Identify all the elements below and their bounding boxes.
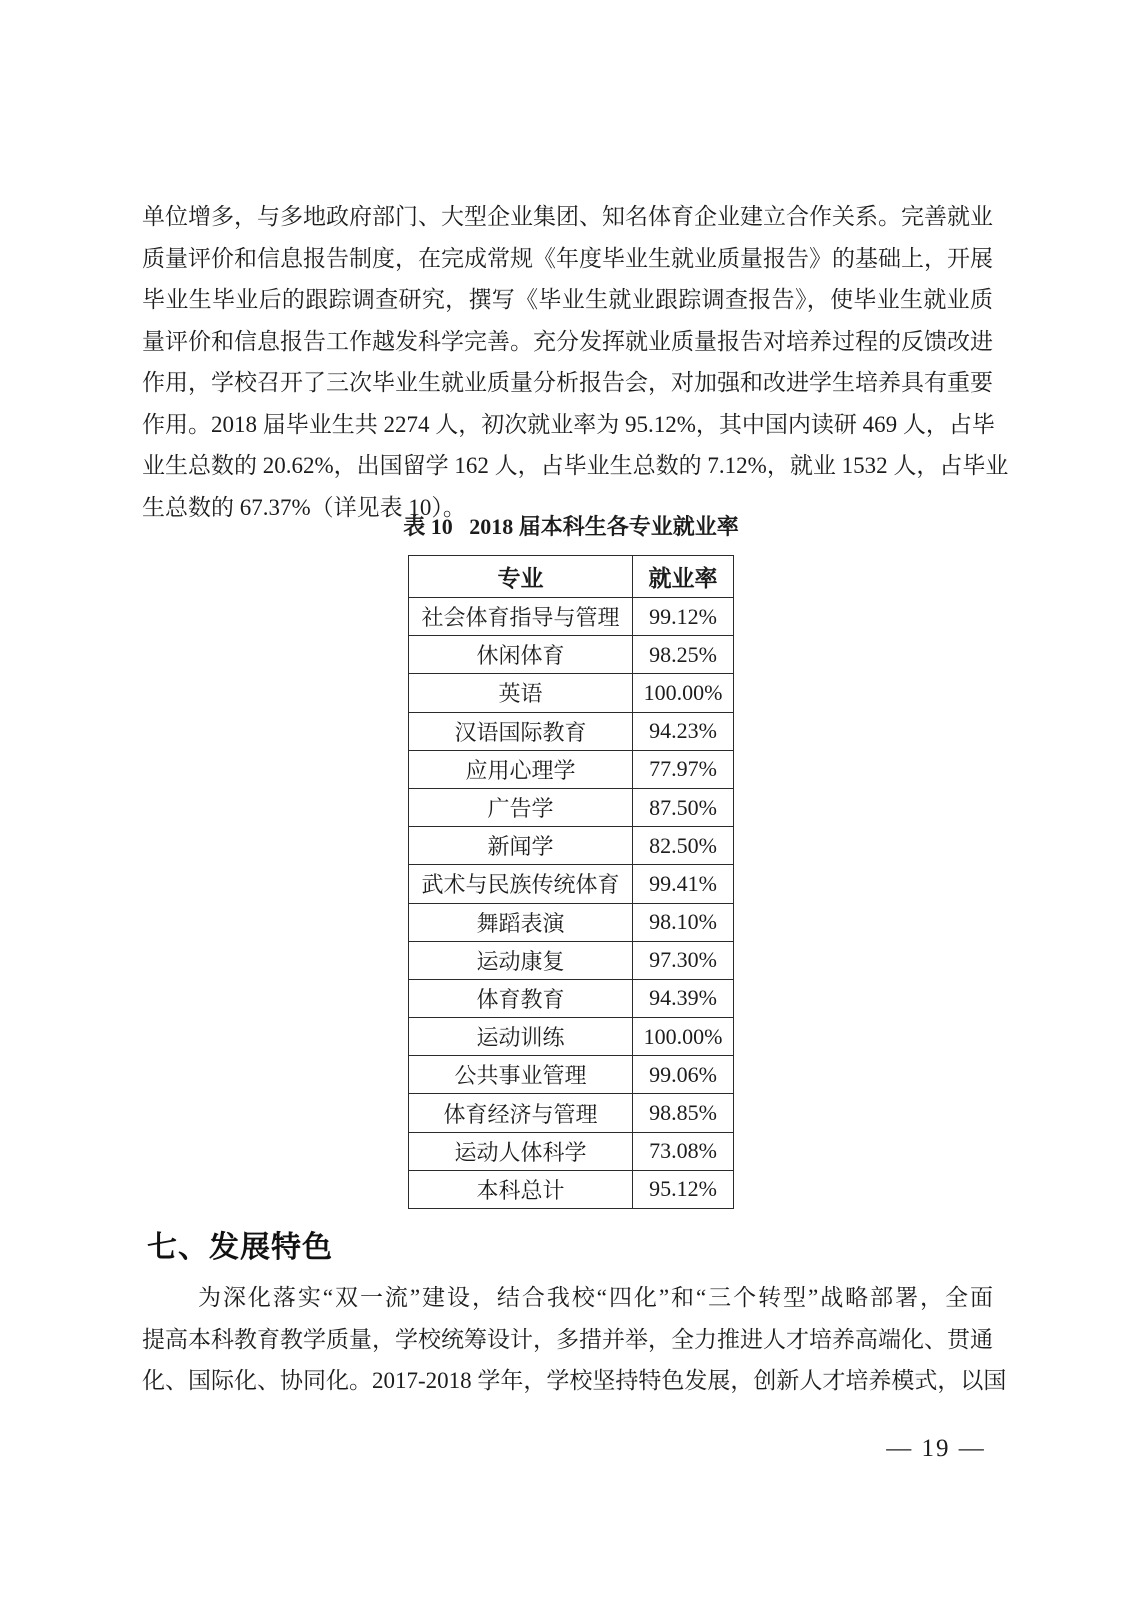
- rate-cell: 100.00%: [633, 674, 734, 712]
- major-cell: 体育教育: [409, 979, 633, 1017]
- rate-cell: 99.41%: [633, 865, 734, 903]
- table-row: [409, 979, 734, 1017]
- paragraph-line: 作用。2018 届毕业生共 2274 人，初次就业率为 95.12%，其中国内读研 469 人，占毕: [142, 411, 995, 437]
- rate-cell: 99.06%: [633, 1056, 734, 1094]
- table-row: [409, 865, 734, 903]
- table-row: [409, 598, 734, 636]
- table-caption: 表 10 2018 届本科生各专业就业率: [403, 514, 739, 539]
- major-cell: 英语: [409, 674, 633, 712]
- table-row: [409, 674, 734, 712]
- major-cell: 汉语国际教育: [409, 712, 633, 750]
- rate-cell: 98.85%: [633, 1094, 734, 1132]
- rate-cell: 98.25%: [633, 636, 734, 674]
- paragraph-line: 化、国际化、协同化。2017-2018 学年，学校坚持特色发展，创新人才培养模式，以国: [142, 1368, 1007, 1393]
- paragraph-line: 生总数的 67.37%（详见表 10）。: [142, 494, 466, 520]
- column-header-major: 专业: [409, 556, 633, 598]
- rate-cell: 98.10%: [633, 903, 734, 941]
- major-cell: 体育经济与管理: [409, 1094, 633, 1132]
- table-row: [409, 1056, 734, 1094]
- rate-cell: 94.39%: [633, 979, 734, 1017]
- major-cell: 休闲体育: [409, 636, 633, 674]
- rate-cell: 100.00%: [633, 1018, 734, 1056]
- table-row: [409, 712, 734, 750]
- rate-cell: 82.50%: [633, 827, 734, 865]
- rate-cell: 95.12%: [633, 1170, 734, 1208]
- rate-cell: 97.30%: [633, 941, 734, 979]
- major-cell: 广告学: [409, 788, 633, 826]
- major-cell: 舞蹈表演: [409, 903, 633, 941]
- paragraph-line: 量评价和信息报告工作越发科学完善。充分发挥就业质量报告对培养过程的反馈改进: [142, 328, 993, 354]
- page-number: — 19 —: [886, 1435, 986, 1462]
- rate-cell: 73.08%: [633, 1132, 734, 1170]
- paragraph-line: 单位增多，与多地政府部门、大型企业集团、知名体育企业建立合作关系。完善就业: [142, 204, 993, 229]
- major-cell: 运动训练: [409, 1018, 633, 1056]
- major-cell: 新闻学: [409, 827, 633, 865]
- rate-cell: 99.12%: [633, 598, 734, 636]
- paragraph-line: 为深化落实“双一流”建设，结合我校“四化”和“三个转型”战略部署，全面: [198, 1285, 993, 1310]
- major-cell: 本科总计: [409, 1170, 633, 1208]
- rate-cell: 94.23%: [633, 712, 734, 750]
- major-cell: 应用心理学: [409, 750, 633, 788]
- major-cell: 运动人体科学: [409, 1132, 633, 1170]
- section-heading-development-features: 七、发展特色: [147, 1230, 333, 1265]
- table-header-row: [409, 556, 734, 598]
- table-row: [409, 1018, 734, 1056]
- table-row: [409, 903, 734, 941]
- table-row: [409, 827, 734, 865]
- column-header-rate: 就业率: [633, 556, 734, 598]
- major-cell: 社会体育指导与管理: [409, 598, 633, 636]
- rate-cell: 87.50%: [633, 788, 734, 826]
- paragraph-development: [142, 1277, 1007, 1402]
- paragraph-line: 质量评价和信息报告制度，在完成常规《年度毕业生就业质量报告》的基础上，开展: [142, 245, 993, 271]
- table-row: [409, 1132, 734, 1170]
- major-cell: 运动康复: [409, 941, 633, 979]
- table-row: [409, 636, 734, 674]
- paragraph-line: 毕业生毕业后的跟踪调查研究，撰写《毕业生就业跟踪调查报告》，使毕业生就业质: [142, 287, 993, 312]
- employment-rate-table: [408, 555, 734, 1209]
- table-row: [409, 1094, 734, 1132]
- table-row: [409, 941, 734, 979]
- major-cell: 武术与民族传统体育: [409, 865, 633, 903]
- major-cell: 公共事业管理: [409, 1056, 633, 1094]
- table-row: [409, 788, 734, 826]
- paragraph-employment-quality: [142, 196, 1009, 528]
- table-row: [409, 1170, 734, 1208]
- paragraph-line: 作用，学校召开了三次毕业生就业质量分析报告会，对加强和改进学生培养具有重要: [142, 370, 993, 395]
- rate-cell: 77.97%: [633, 750, 734, 788]
- table-row: [409, 750, 734, 788]
- paragraph-line: 业生总数的 20.62%，出国留学 162 人，占毕业生总数的 7.12%，就业 1532 人，占毕业: [142, 453, 1009, 478]
- paragraph-line: 提高本科教育教学质量，学校统筹设计，多措并举，全力推进人才培养高端化、贯通: [142, 1326, 993, 1352]
